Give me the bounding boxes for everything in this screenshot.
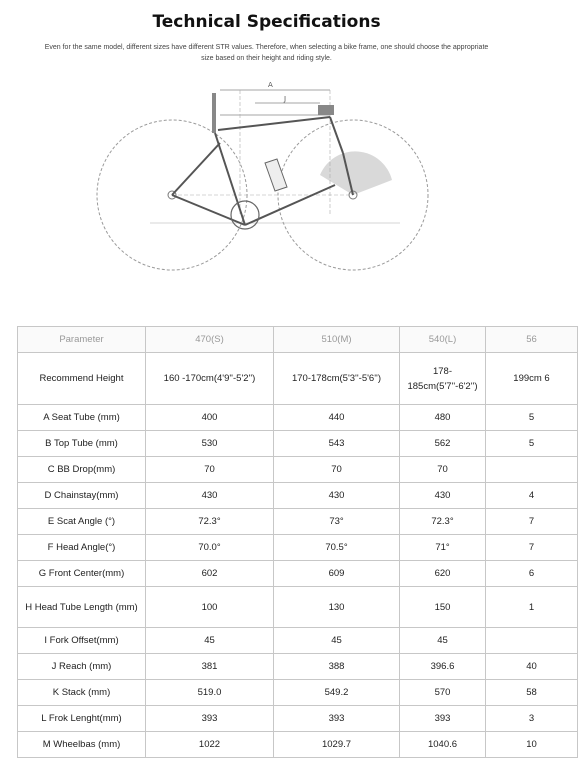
value-cell: 440 (274, 405, 400, 431)
table-row (18, 587, 578, 628)
value-cell: 73° (274, 509, 400, 535)
param-cell: A Seat Tube (mm) (18, 405, 146, 431)
value-cell: 100 (146, 587, 274, 628)
col-header: 470(S) (146, 327, 274, 353)
value-cell: 3 (486, 706, 578, 732)
dim-label-j: J (284, 95, 287, 103)
table-row (18, 353, 578, 405)
spec-table-wrap (17, 326, 550, 778)
value-cell: 602 (146, 561, 274, 587)
param-cell: E Scat Angle (°) (18, 509, 146, 535)
value-cell: 10 (486, 732, 578, 758)
table-row (18, 483, 578, 509)
value-cell: 430 (146, 483, 274, 509)
param-cell: F Head Angle(°) (18, 535, 146, 561)
col-header: 56 (486, 327, 578, 353)
value-cell: 40 (486, 654, 578, 680)
table-row (18, 654, 578, 680)
stem (318, 105, 334, 115)
value-cell: 620 (400, 561, 486, 587)
param-cell: I Fork Offset(mm) (18, 628, 146, 654)
value-cell: 58 (486, 680, 578, 706)
value-cell: 178-185cm(5'7''-6'2'') (400, 353, 486, 405)
value-cell: 480 (400, 405, 486, 431)
param-cell: Recommend Height (18, 353, 146, 405)
value-cell: 7 (486, 509, 578, 535)
param-cell: H Head Tube Length (mm) (18, 587, 146, 628)
value-cell: 130 (274, 587, 400, 628)
value-cell: 570 (400, 680, 486, 706)
value-cell: 609 (274, 561, 400, 587)
param-cell: B Top Tube (mm) (18, 431, 146, 457)
value-cell: 393 (146, 706, 274, 732)
value-cell: 6 (486, 561, 578, 587)
param-cell: M Wheelbas (mm) (18, 732, 146, 758)
table-row (18, 535, 578, 561)
param-cell: G Front Center(mm) (18, 561, 146, 587)
value-cell: 199cm 6 (486, 353, 578, 405)
value-cell: 70 (146, 457, 274, 483)
bottle (265, 159, 287, 191)
value-cell (486, 457, 578, 483)
front-wheel-shade (320, 151, 392, 195)
value-cell: 70 (400, 457, 486, 483)
table-row (18, 680, 578, 706)
value-cell: 160 -170cm(4'9''-5'2'') (146, 353, 274, 405)
param-cell: K Stack (mm) (18, 680, 146, 706)
table-row (18, 706, 578, 732)
page-title: Technical Specifications (152, 12, 381, 32)
dim-label-a: A (268, 81, 273, 89)
value-cell: 381 (146, 654, 274, 680)
value-cell: 45 (400, 628, 486, 654)
value-cell: 45 (274, 628, 400, 654)
spec-table (17, 326, 578, 758)
table-row (18, 561, 578, 587)
value-cell: 45 (146, 628, 274, 654)
page-subtitle: Even for the same model, different sizes have different STR values. Therefore, when selecting a bike frame, one should choose the appropriate size based on their height and riding style. (44, 44, 489, 62)
value-cell: 7 (486, 535, 578, 561)
table-header-row (18, 327, 578, 353)
value-cell: 430 (274, 483, 400, 509)
col-header: 540(L) (400, 327, 486, 353)
value-cell: 396.6 (400, 654, 486, 680)
value-cell: 549.2 (274, 680, 400, 706)
table-row (18, 628, 578, 654)
value-cell (486, 628, 578, 654)
value-cell: 1022 (146, 732, 274, 758)
value-cell: 4 (486, 483, 578, 509)
value-cell: 1029.7 (274, 732, 400, 758)
param-cell: D Chainstay(mm) (18, 483, 146, 509)
value-cell: 562 (400, 431, 486, 457)
value-cell: 388 (274, 654, 400, 680)
value-cell: 530 (146, 431, 274, 457)
table-row (18, 457, 578, 483)
value-cell: 5 (486, 431, 578, 457)
table-row (18, 732, 578, 758)
value-cell: 5 (486, 405, 578, 431)
value-cell: 1 (486, 587, 578, 628)
col-header: Parameter (18, 327, 146, 353)
seatpost (212, 93, 216, 133)
value-cell: 72.3° (400, 509, 486, 535)
param-cell: J Reach (mm) (18, 654, 146, 680)
col-header: 510(M) (274, 327, 400, 353)
value-cell: 70.0° (146, 535, 274, 561)
bike-geometry-diagram (0, 75, 533, 285)
value-cell: 150 (400, 587, 486, 628)
table-row (18, 431, 578, 457)
param-cell: L Frok Lenght(mm) (18, 706, 146, 732)
value-cell: 1040.6 (400, 732, 486, 758)
value-cell: 70.5° (274, 535, 400, 561)
value-cell: 72.3° (146, 509, 274, 535)
value-cell: 393 (400, 706, 486, 732)
value-cell: 400 (146, 405, 274, 431)
value-cell: 71° (400, 535, 486, 561)
value-cell: 70 (274, 457, 400, 483)
value-cell: 170-178cm(5'3''-5'6'') (274, 353, 400, 405)
value-cell: 519.0 (146, 680, 274, 706)
value-cell: 430 (400, 483, 486, 509)
param-cell: C BB Drop(mm) (18, 457, 146, 483)
value-cell: 393 (274, 706, 400, 732)
table-row (18, 405, 578, 431)
value-cell: 543 (274, 431, 400, 457)
table-row (18, 509, 578, 535)
